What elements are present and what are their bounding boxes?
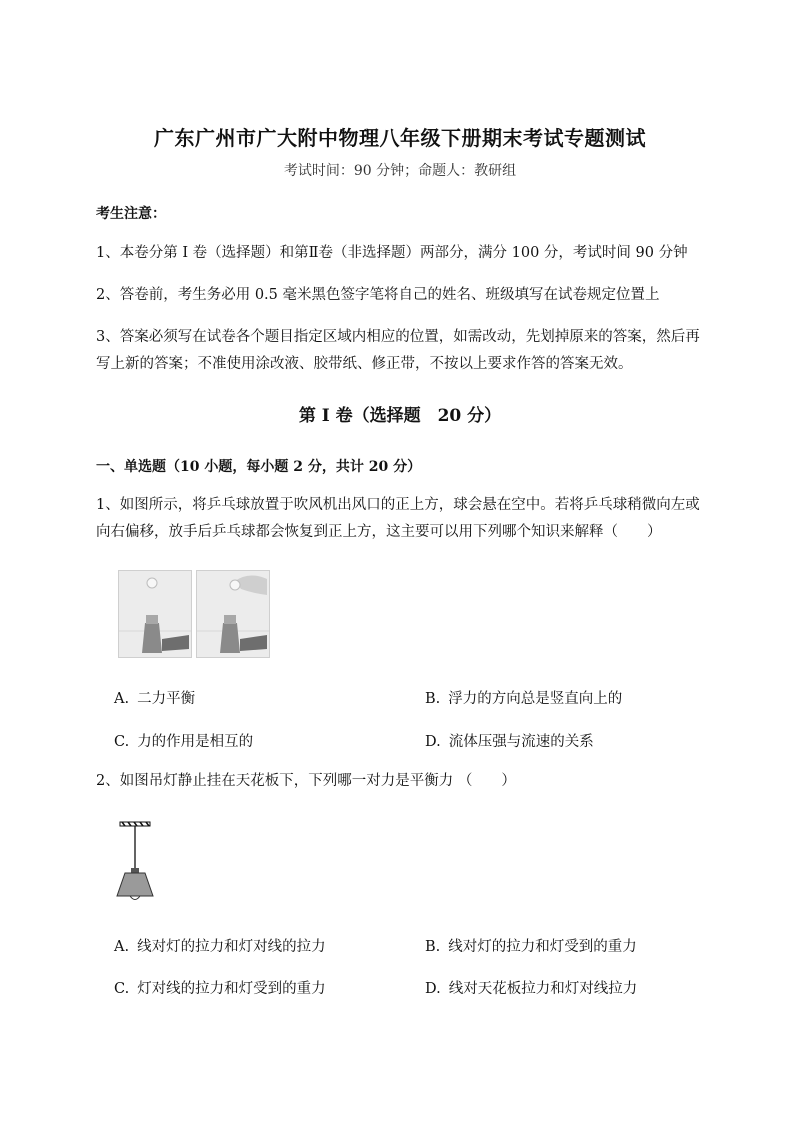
q2-option-b-letter: B. [425, 939, 441, 955]
q1-option-b-text: 浮力的方向总是竖直向上的 [448, 691, 623, 707]
q2-option-c-letter: C. [114, 981, 130, 997]
q2-option-c-text: 灯对线的拉力和灯受到的重力 [137, 981, 326, 997]
q1-option-d[interactable] [425, 730, 594, 751]
hair-dryer-ball-photo-2 [196, 570, 270, 658]
q2-option-c[interactable] [114, 977, 326, 998]
notice-heading: 考生注意： [96, 206, 166, 222]
q2-option-d-text: 线对天花板拉力和灯对线拉力 [448, 981, 638, 997]
q1-option-c-letter: C. [114, 734, 130, 750]
hair-dryer-ball-photo-1 [118, 570, 192, 658]
notice-item-1: 1、本卷分第 I 卷（选择题）和第Ⅱ卷（非选择题）两部分，满分 100 分，考试时间 90 分钟 [96, 245, 688, 261]
hair-dryer-ball-image-2 [197, 571, 269, 657]
hair-dryer-ball-image-1 [119, 571, 191, 657]
q1-option-a[interactable] [114, 687, 195, 708]
question-2-stem: 2、如图吊灯静止挂在天花板下，下列哪一对力是平衡力 （ ） [96, 773, 516, 789]
q2-option-a-text: 线对灯的拉力和灯对线的拉力 [137, 939, 326, 955]
q1-option-b[interactable] [425, 687, 622, 708]
q2-option-a-letter: A. [114, 939, 130, 955]
hanging-lamp-figure [112, 818, 164, 904]
notice-item-3: 3、答案必须写在试卷各个题目指定区域内相应的位置，如需改动，先划掉原来的答案，然后再写上新的答案；不准使用涂改液、胶带纸、修正带，不按以上要求作答的答案无效。 [96, 329, 700, 372]
group-heading: 一、单选题（10 小题，每小题 2 分，共计 20 分） [96, 459, 422, 475]
q2-option-b[interactable] [425, 935, 637, 956]
exam-subtitle: 考试时间：90 分钟；命题人：教研组 [283, 163, 517, 179]
q1-option-d-letter: D. [425, 734, 441, 750]
q2-option-a[interactable] [114, 935, 326, 956]
notice-item-2: 2、答卷前，考生务必用 0.5 毫米黑色签字笔将自己的姓名、班级填写在试卷规定位置上 [96, 287, 660, 303]
q2-option-d[interactable] [425, 977, 637, 998]
q2-option-d-letter: D. [425, 981, 441, 997]
q1-option-a-letter: A. [114, 691, 130, 707]
hanging-lamp-icon [112, 818, 164, 904]
q1-option-b-letter: B. [425, 691, 441, 707]
q1-option-c-text: 力的作用是相互的 [137, 734, 254, 750]
q1-option-c[interactable] [114, 730, 253, 751]
q2-option-b-text: 线对灯的拉力和灯受到的重力 [448, 939, 637, 955]
section-title: 第 I 卷（选择题 20 分） [298, 406, 502, 426]
q1-option-d-text: 流体压强与流速的关系 [448, 734, 594, 750]
exam-title: 广东广州市广大附中物理八年级下册期末考试专题测试 [154, 126, 646, 150]
question-1-stem: 1、如图所示，将乒乓球放置于吹风机出风口的正上方，球会悬在空中。若将乒乓球稍微向左或向右偏移，放手后乒乓球都会恢复到正上方，这主要可以用下列哪个知识来解释（ ） [96, 497, 700, 540]
q1-option-a-text: 二力平衡 [137, 691, 196, 707]
